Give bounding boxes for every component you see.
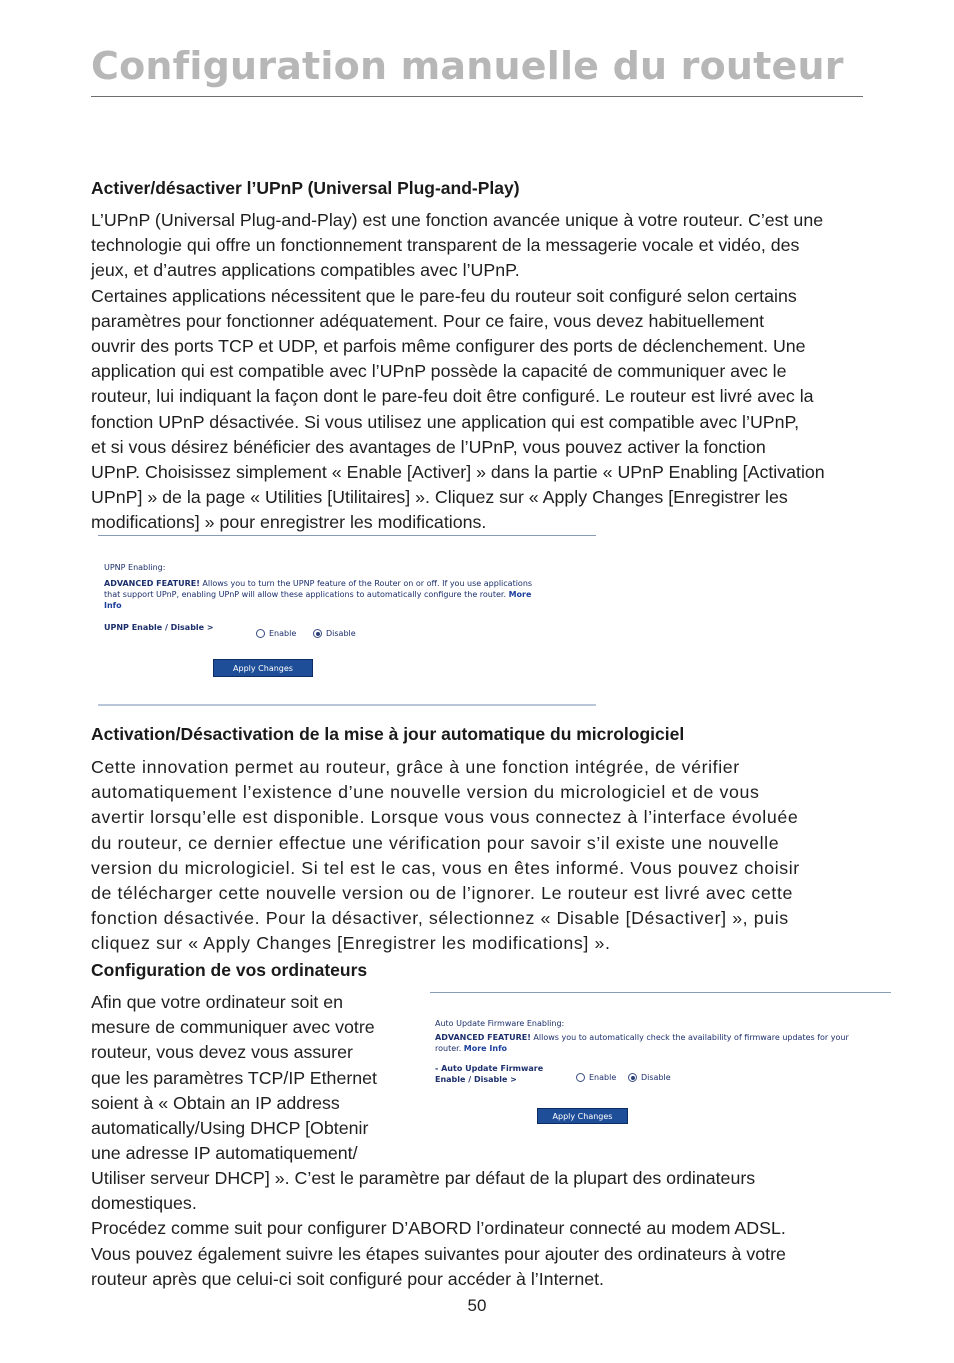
disable-radio[interactable] [628, 1073, 637, 1082]
text-line: du routeur, ce dernier effectue une vérification pour savoir s’il existe une nouvelle [91, 832, 780, 853]
upnp-paragraph [91, 208, 825, 536]
computers-paragraph-narrow [91, 990, 421, 1166]
firmware-paragraph [91, 755, 800, 957]
text-line: une adresse IP automatiquement/ [91, 1143, 358, 1164]
text-line: routeur, lui indiquant la façon dont le pare-feu doit être configuré. Le routeur est livré avec la [91, 386, 814, 407]
text-line: mesure de communiquer avec votre [91, 1017, 375, 1038]
firmware-enable-option[interactable] [576, 1073, 616, 1082]
text-line: routeur, vous devez vous assurer [91, 1042, 353, 1063]
text-line: application qui est compatible avec l’UPnP possède la capacité de communiquer avec le [91, 361, 787, 382]
enable-radio[interactable] [256, 629, 265, 638]
text-line: version du micrologiciel. Si tel est le cas, vous en êtes informé. Vous pouvez choisir [91, 857, 800, 878]
text-line: modifications] » pour enregistrer les modifications. [91, 512, 487, 533]
text-line: automatiquement l’existence d’une nouvelle version du micrologiciel et de vous [91, 782, 760, 803]
firmware-disable-option[interactable] [628, 1073, 671, 1082]
firmware-settings-panel [430, 992, 892, 1132]
description-text: router. [435, 1044, 462, 1053]
panel-top-rule [98, 535, 596, 536]
upnp-panel-description [104, 578, 594, 611]
more-info-link[interactable]: More Info [463, 1044, 508, 1053]
firmware-heading: Activation/Désactivation de la mise à jour automatique du micrologiciel [91, 724, 685, 744]
text-line: cliquez sur « Apply Changes [Enregistrer les modifications] ». [91, 933, 611, 954]
firmware-panel-title: Auto Update Firmware Enabling: [435, 1019, 565, 1028]
text-line: automatically/Using DHCP [Obtenir [91, 1118, 369, 1139]
upnp-enable-option[interactable] [256, 629, 296, 638]
control-label-line: Enable / Disable > [435, 1075, 517, 1084]
text-line: ouvrir des ports TCP et UDP, et parfois même configurer des ports de déclenchement. Une [91, 336, 806, 357]
panel-bottom-rule [98, 704, 596, 706]
upnp-panel-title: UPNP Enabling: [104, 563, 166, 572]
text-line: paramètres pour fonctionner adéquatement. Pour ce faire, vous devez habituellement [91, 310, 765, 331]
text-line: technologie qui offre un fonctionnement transparent de la messagerie vocale et vidéo, des [91, 235, 800, 256]
text-line: fonction UPnP désactivée. Si vous utilisez une application qui est compatible avec l’UPnP, [91, 411, 800, 432]
control-label-line: - Auto Update Firmware [435, 1064, 544, 1073]
text-line: Cette innovation permet au routeur, grâce à une fonction intégrée, de vérifier [91, 757, 740, 777]
description-text: that support UPnP, enabling UPnP will allow these applications to automatically configure the router. [104, 590, 507, 599]
description-text: Allows you to automatically check the availability of firmware updates for your [533, 1033, 849, 1042]
upnp-control-label: UPNP Enable / Disable > [104, 623, 214, 632]
text-line: domestiques. [91, 1193, 197, 1214]
text-line: jeux, et d’autres applications compatibles avec l’UPnP. [91, 260, 520, 281]
enable-label: Enable [589, 1073, 617, 1082]
text-line: Vous pouvez également suivre les étapes suivantes pour ajouter des ordinateurs à votre [91, 1243, 786, 1264]
disable-label: Disable [641, 1073, 671, 1082]
advanced-feature-label: ADVANCED FEATURE! [435, 1033, 531, 1042]
text-line: soient à « Obtain an IP address [91, 1092, 340, 1113]
upnp-heading: Activer/désactiver l’UPnP (Universal Plug-and-Play) [91, 178, 520, 198]
info-link[interactable]: Info [104, 601, 122, 610]
computers-paragraph-wide [91, 1166, 786, 1292]
text-line: UPnP. Choisissez simplement « Enable [Activer] » dans la partie « UPnP Enabling [Activation [91, 462, 825, 483]
text-line: Utiliser serveur DHCP] ». C’est le paramètre par défaut de la plupart des ordinateurs [91, 1168, 756, 1188]
disable-radio[interactable] [313, 629, 322, 638]
firmware-panel-description [435, 1032, 890, 1054]
text-line: avertir lorsqu’elle est disponible. Lorsque vous vous connectez à l’interface évoluée [91, 807, 799, 828]
enable-label: Enable [269, 629, 297, 638]
page-title: Configuration manuelle du routeur [91, 44, 844, 88]
more-link[interactable]: More [508, 590, 532, 599]
text-line: UPnP] » de la page « Utilities [Utilitaires] ». Cliquez sur « Apply Changes [Enregistrer les [91, 487, 788, 508]
text-line: fonction désactivée. Pour la désactiver, sélectionnez « Disable [Désactiver] », puis [91, 908, 789, 929]
text-line: que les paramètres TCP/IP Ethernet [91, 1067, 377, 1088]
text-line: routeur après que celui-ci soit configuré pour accéder à l’Internet. [91, 1268, 604, 1289]
panel-top-rule [430, 992, 891, 993]
text-line: et si vous désirez bénéficier des avantages de l’UPnP, vous pouvez activer la fonction [91, 436, 766, 457]
disable-label: Disable [326, 629, 356, 638]
description-text: Allows you to turn the UPNP feature of the Router on or off. If you use applications [202, 579, 533, 588]
text-line: Certaines applications nécessitent que le pare-feu du routeur soit configuré selon certains [91, 285, 797, 306]
advanced-feature-label: ADVANCED FEATURE! [104, 579, 200, 588]
enable-radio[interactable] [576, 1073, 585, 1082]
firmware-apply-changes-button[interactable]: Apply Changes [537, 1108, 628, 1124]
page-number: 50 [467, 1296, 487, 1315]
firmware-control-label [435, 1063, 543, 1085]
upnp-apply-changes-button[interactable]: Apply Changes [213, 659, 313, 677]
text-line: de télécharger cette nouvelle version ou de l’ignorer. Le routeur est livré avec cette [91, 883, 793, 904]
text-line: L’UPnP (Universal Plug-and-Play) est une fonction avancée unique à votre routeur. C’est une [91, 210, 824, 230]
text-line: Afin que votre ordinateur soit en [91, 992, 344, 1012]
computers-heading: Configuration de vos ordinateurs [91, 960, 368, 980]
upnp-disable-option[interactable] [313, 629, 356, 638]
text-line: Procédez comme suit pour configurer D’ABORD l’ordinateur connecté au modem ADSL. [91, 1218, 786, 1239]
upnp-settings-panel [98, 535, 598, 707]
title-divider [91, 96, 863, 97]
